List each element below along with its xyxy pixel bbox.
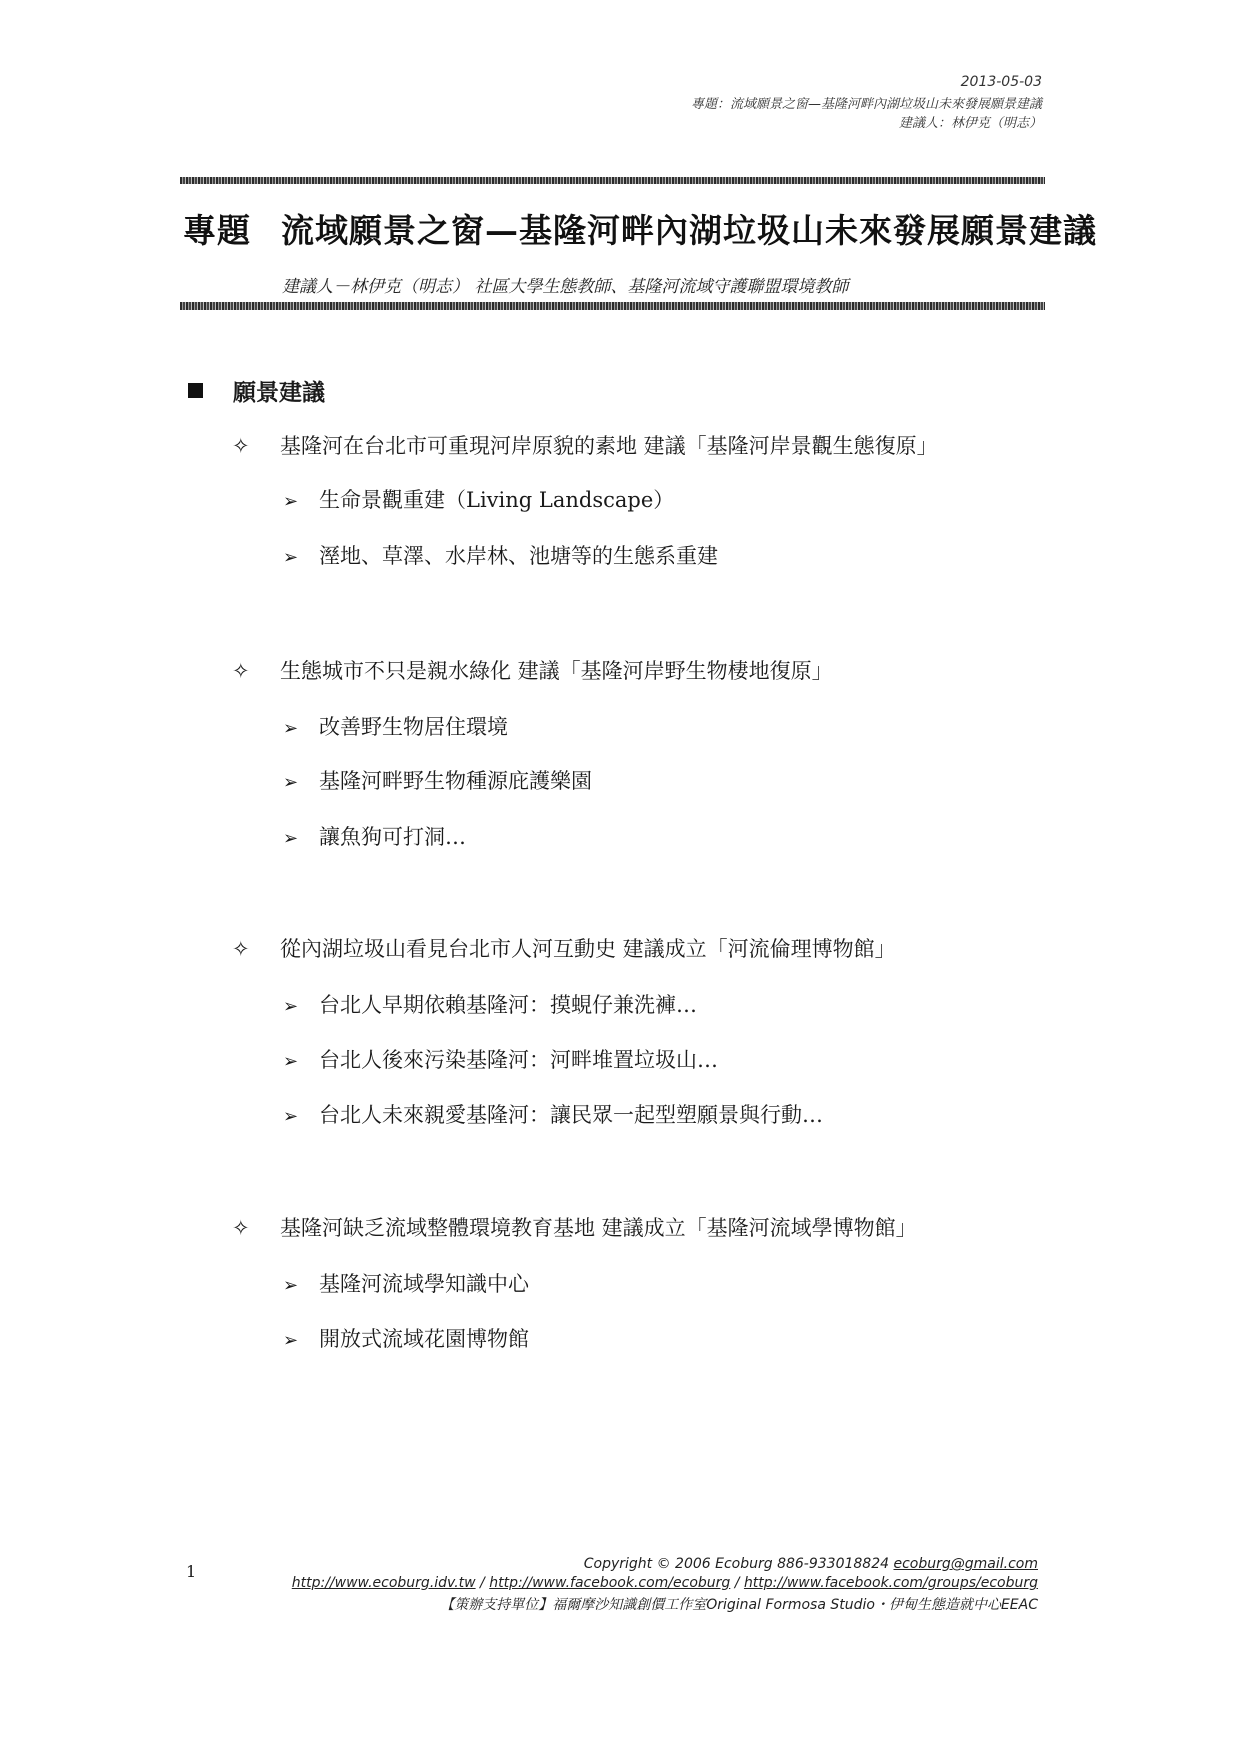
sub-item (283, 989, 697, 1019)
vision-item-text: 生態城市不只是親水綠化 建議「基隆河岸野生物棲地復原」 (280, 659, 833, 683)
sub-item-text: 改善野生物居住環境 (319, 715, 508, 739)
header-proposer: 建議人：林伊克（明志） (898, 116, 1042, 131)
vision-item-text: 基隆河在台北市可重現河岸原貌的素地 建議「基隆河岸景觀生態復原」 (280, 434, 938, 458)
sub-item (283, 540, 718, 570)
vision-item (232, 1212, 917, 1242)
sub-item (283, 1268, 529, 1298)
copyright-text: Copyright © 2006 Ecoburg 886-933018824 (583, 1556, 894, 1572)
footer-links (292, 1575, 1038, 1591)
sub-item-text: 台北人早期依賴基隆河：摸蜆仔兼洗褲… (319, 993, 697, 1017)
vision-item (232, 430, 938, 460)
footer-copyright (584, 1556, 1038, 1572)
arrowhead-bullet-icon: ➢ (283, 491, 299, 512)
arrowhead-bullet-icon: ➢ (283, 1051, 299, 1072)
vision-item (232, 655, 833, 685)
facebook-group-link[interactable]: http://www.facebook.com/groups/ecoburg (743, 1575, 1038, 1591)
vision-item (232, 933, 896, 963)
sub-item-text: 生命景觀重建（Living Landscape） (319, 488, 675, 512)
website-link[interactable]: http://www.ecoburg.idv.tw (291, 1575, 476, 1591)
link-separator: / (475, 1575, 490, 1591)
document-subtitle: 建議人－林伊克（明志） 社區大學生態教師、基隆河流域守護聯盟環境教師 (282, 277, 849, 297)
sub-item (283, 1099, 823, 1129)
four-point-star-icon: ✧ (232, 1216, 250, 1240)
email-link[interactable]: ecoburg@gmail.com (893, 1556, 1038, 1572)
sub-item (283, 1044, 718, 1074)
sub-item-text: 基隆河畔野生物種源庇護樂園 (319, 769, 592, 793)
arrowhead-bullet-icon: ➢ (283, 772, 299, 793)
sub-item (283, 1323, 529, 1353)
arrowhead-bullet-icon: ➢ (283, 1106, 299, 1127)
sub-item-text: 基隆河流域學知識中心 (319, 1272, 529, 1296)
sub-item-text: 台北人未來親愛基隆河：讓民眾一起型塑願景與行動… (319, 1103, 823, 1127)
sub-item-text: 溼地、草澤、水岸林、池塘等的生態系重建 (319, 544, 718, 568)
square-bullet-icon (188, 383, 203, 398)
vision-item-text: 從內湖垃圾山看見台北市人河互動史 建議成立「河流倫理博物館」 (280, 937, 896, 961)
title-text: 流域願景之窗—基隆河畔內湖垃圾山未來發展願景建議 (281, 211, 1097, 250)
document-title (183, 205, 1097, 252)
sub-item-text: 開放式流域花園博物館 (319, 1327, 529, 1351)
header-topic: 專題：流域願景之窗—基隆河畔內湖垃圾山未來發展願景建議 (690, 97, 1042, 112)
four-point-star-icon: ✧ (232, 434, 250, 458)
arrowhead-bullet-icon: ➢ (283, 718, 299, 739)
sub-item (283, 711, 508, 741)
link-separator: / (730, 1575, 744, 1591)
sub-item (283, 765, 592, 795)
four-point-star-icon: ✧ (232, 937, 250, 961)
sub-item (283, 821, 466, 851)
header-date: 2013-05-03 (960, 74, 1042, 90)
arrowhead-bullet-icon: ➢ (283, 996, 299, 1017)
arrowhead-bullet-icon: ➢ (283, 1275, 299, 1296)
arrowhead-bullet-icon: ➢ (283, 1330, 299, 1351)
four-point-star-icon: ✧ (232, 659, 250, 683)
section-heading (188, 374, 325, 407)
title-label: 專題 (183, 211, 251, 250)
vision-item-text: 基隆河缺乏流域整體環境教育基地 建議成立「基隆河流域學博物館」 (280, 1216, 917, 1240)
arrowhead-bullet-icon: ➢ (283, 828, 299, 849)
title-rule-bottom (180, 302, 1045, 310)
page-number: 1 (186, 1562, 197, 1581)
footer-sponsor: 【策辦支持單位】福爾摩沙知識創價工作室Original Formosa Studio・伊甸生態造就中心EEAC (440, 1597, 1038, 1613)
facebook-link[interactable]: http://www.facebook.com/ecoburg (489, 1575, 731, 1591)
sub-item (283, 484, 674, 514)
title-rule-top (180, 177, 1045, 184)
arrowhead-bullet-icon: ➢ (283, 547, 299, 568)
sub-item-text: 台北人後來污染基隆河：河畔堆置垃圾山… (319, 1048, 718, 1072)
section-heading-text: 願景建議 (233, 379, 325, 406)
sub-item-text: 讓魚狗可打洞… (319, 825, 466, 849)
